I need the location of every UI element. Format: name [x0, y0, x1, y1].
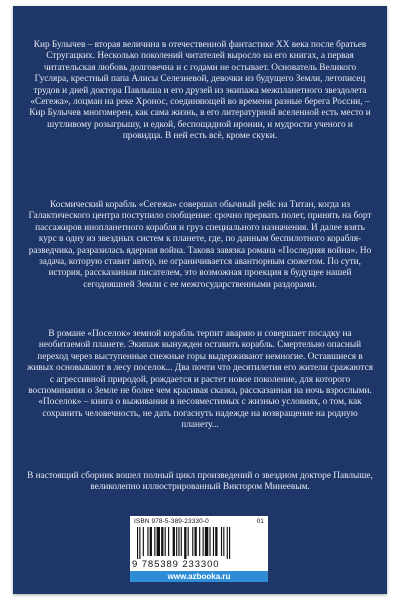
publisher-website: www.azbooka.ru: [130, 571, 268, 582]
barcode-bar: [188, 527, 189, 556]
barcode-bar: [205, 527, 208, 556]
barcode-bar: [157, 527, 160, 556]
barcode-bar: [209, 527, 210, 556]
barcode-bar: [199, 527, 200, 556]
barcode-bar: [150, 527, 152, 556]
last-war-synopsis-paragraph: Космический корабль «Сегежа» совершал обычный рейс на Титан, когда из Галактического центра поступило сообщение: срочно прервать полет, принять на борт пассажиров инопланетного корабля и груз специального назначения. И далее взять курс в одну из звездных систем к планете, где, по данным беспилотного корабля-разведчика, разразилась ядерная война. Такова завязка романа «Последняя война». Но задача, которую ставит автор, не ограничивается авантюрным сюжетом. По сути, история, рассказанная писателем, это возможная проекция в будущее нашей сегодняшней Земли с ее межгосударственными раздорами.: [28, 200, 372, 290]
barcode-bar: [227, 527, 228, 559]
barcode-bar: [154, 527, 155, 556]
barcode-icon: [137, 527, 261, 559]
barcode-bar: [192, 527, 193, 556]
back-cover: [13, 6, 387, 594]
barcode-bar: [221, 527, 222, 556]
collection-note-paragraph: В настоящий сборник вошел полный цикл произведений о звездном докторе Павлыше, великолепно иллюстрированный Виктором Минеевым.: [27, 471, 373, 493]
barcode-bar: [165, 527, 166, 556]
barcode-bar: [139, 527, 140, 559]
barcode-bar: [215, 527, 217, 556]
barcode-bar: [161, 527, 163, 556]
barcode-digits: 9 785389 233300: [132, 559, 220, 570]
barcode-bar: [176, 527, 177, 556]
barcode-bar: [203, 527, 204, 556]
isbn-line: [134, 518, 264, 525]
barcode-bar: [178, 527, 179, 556]
isbn-suffix: 01: [256, 518, 264, 525]
barcode-bar: [181, 527, 182, 556]
barcode-bar: [223, 527, 224, 556]
barcode-bar: [184, 527, 186, 559]
barcode-bar: [137, 527, 138, 559]
barcode-bar: [173, 527, 175, 556]
barcode-bar: [229, 527, 230, 559]
barcode-box: [130, 516, 268, 571]
barcode-bar: [213, 527, 214, 556]
isbn-number: ISBN 978-5-389-23330-0: [134, 518, 209, 525]
settlement-synopsis-paragraph: В романе «Поселок» земной корабль терпит аварию и совершает посадку на необитаемой планете. Экипаж вынужден оставить корабль. Смертельно опасный переход через выступенные снежные горы выдерживают немногие. Оставшиеся в живых основывают в лесу поселок... Два почти что десятилетия его жители сражаются с агрессивной природой, рождается и растет новое поколение, для которого воспоминания о Земле не более чем красивая сказка, рассказанная на ночь взрослыми. «Поселок» – книга о выживании в несовместимых с жизнью условиях, о том, как сохранить человечность, не дать погаснуть надежде на возвращение на родную планету...: [27, 329, 373, 431]
barcode-bar: [195, 527, 197, 556]
barcode-bar: [147, 527, 148, 556]
author-description-paragraph: Кир Булычев – вторая величина в отечественной фантастике XX века после братьев Стругацких. Несколько поколений читателей выросло на его книгах, а первая читательская любовь долговечна и с годами не остывает. Основатель Великого Гусляра, крестный папа Алисы Селезневой, девочки из будущего Земли, летописец трудов и дней доктора Павлыша и его друзей из экипажа межпланетного звездолета «Сегежа», лоцман на реке Хронос, соединяющей во времени разные берега России, – Кир Булычев многомерен, как сама жизнь, в его литературной вселенной есть место и шутливому розыгрышу, и едкой, беспощадной иронии, и мудрости ученого и провидца. В ней есть всё, кроме скуки.: [29, 40, 371, 142]
barcode-bar: [143, 527, 144, 556]
barcode-bar: [168, 527, 169, 556]
